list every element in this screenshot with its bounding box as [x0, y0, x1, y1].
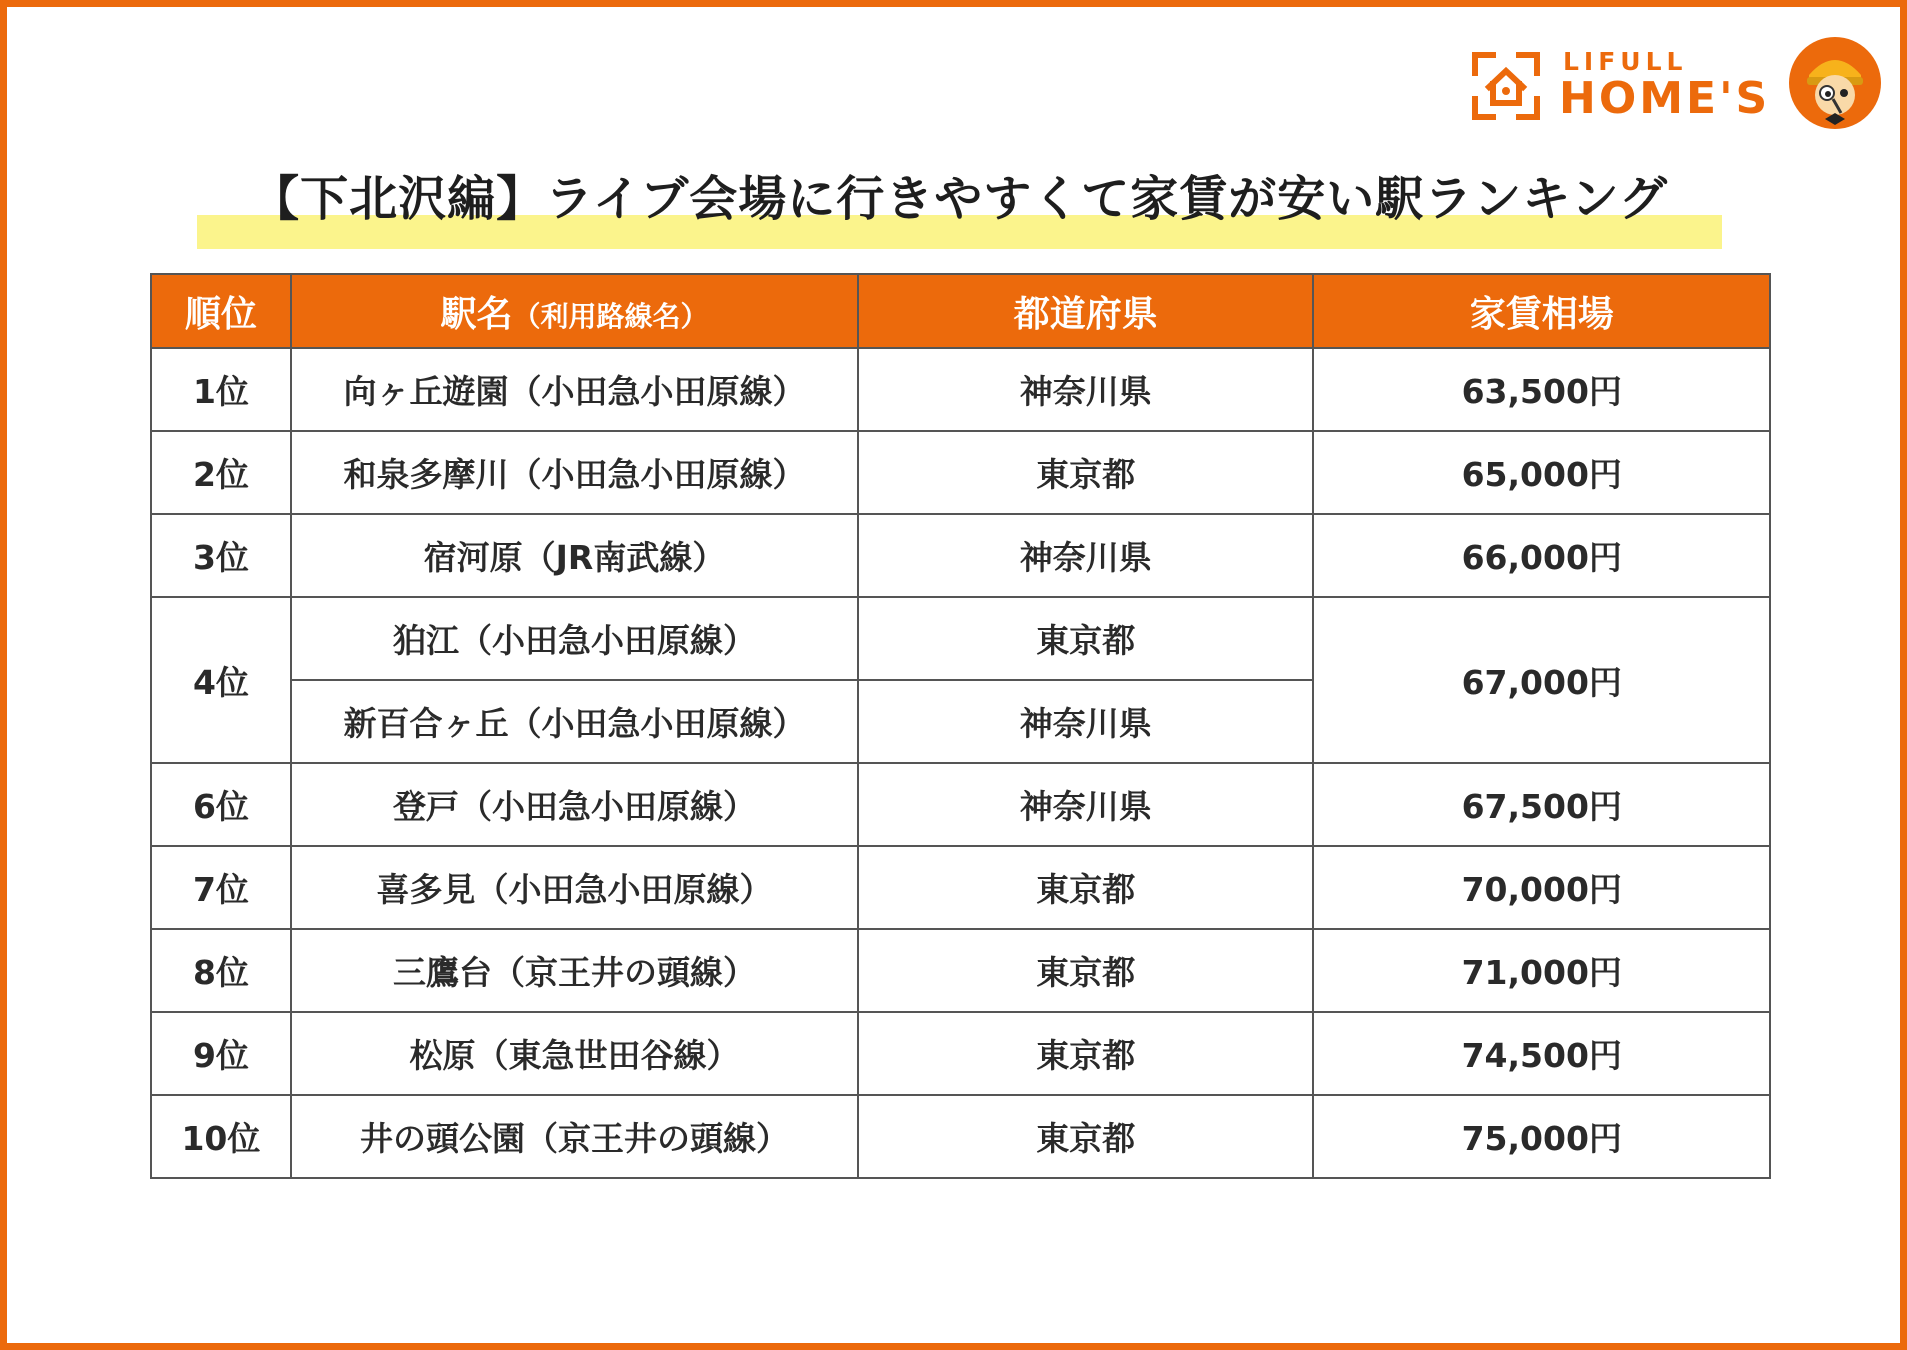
- station-cell: 登戸（小田急小田原線）: [291, 763, 858, 846]
- rent-cell: 74,500円: [1313, 1012, 1770, 1095]
- header-rank: 順位: [151, 274, 291, 348]
- prefecture-cell: 神奈川県: [858, 514, 1313, 597]
- prefecture-cell: 神奈川県: [858, 763, 1313, 846]
- logo-text-homes: HOME'S: [1559, 73, 1771, 124]
- header-station: [291, 274, 858, 348]
- rent-cell: 67,000円: [1313, 597, 1770, 763]
- station-cell: 三鷹台（京王井の頭線）: [291, 929, 858, 1012]
- ranking-table: [150, 273, 1771, 1179]
- title-area: [197, 165, 1722, 251]
- prefecture-cell: 神奈川県: [858, 348, 1313, 431]
- table-row: [151, 431, 1770, 514]
- rent-cell: 66,000円: [1313, 514, 1770, 597]
- logo-text-lifull: LIFULL: [1563, 47, 1688, 76]
- house-icon: [1471, 51, 1541, 121]
- header-rent: 家賃相場: [1313, 274, 1770, 348]
- table-row: [151, 348, 1770, 431]
- prefecture-cell: 東京都: [858, 597, 1313, 680]
- rank-cell: 9位: [151, 1012, 291, 1095]
- rank-cell: 6位: [151, 763, 291, 846]
- table-row: [151, 846, 1770, 929]
- rent-cell: 71,000円: [1313, 929, 1770, 1012]
- rent-cell: 65,000円: [1313, 431, 1770, 514]
- prefecture-cell: 東京都: [858, 431, 1313, 514]
- header-prefecture: 都道府県: [858, 274, 1313, 348]
- station-cell: 新百合ヶ丘（小田急小田原線）: [291, 680, 858, 763]
- header-station-main: 駅名: [440, 293, 513, 335]
- table-header-row: [151, 274, 1770, 348]
- header-station-sub: （利用路線名）: [512, 299, 709, 333]
- rank-cell: 1位: [151, 348, 291, 431]
- station-cell: 喜多見（小田急小田原線）: [291, 846, 858, 929]
- lifull-homes-logo: [1467, 43, 1887, 143]
- station-cell: 宿河原（JR南武線）: [291, 514, 858, 597]
- station-cell: 狛江（小田急小田原線）: [291, 597, 858, 680]
- station-cell: 井の頭公園（京王井の頭線）: [291, 1095, 858, 1178]
- rank-cell: 3位: [151, 514, 291, 597]
- rank-cell: 8位: [151, 929, 291, 1012]
- station-cell: 和泉多摩川（小田急小田原線）: [291, 431, 858, 514]
- station-cell: 向ヶ丘遊園（小田急小田原線）: [291, 348, 858, 431]
- table-row: [151, 514, 1770, 597]
- rent-cell: 63,500円: [1313, 348, 1770, 431]
- rank-cell: 2位: [151, 431, 291, 514]
- table-row: [151, 929, 1770, 1012]
- station-cell: 松原（東急世田谷線）: [291, 1012, 858, 1095]
- prefecture-cell: 東京都: [858, 1012, 1313, 1095]
- table-row: [151, 1012, 1770, 1095]
- mascot-icon: [1787, 35, 1883, 131]
- prefecture-cell: 神奈川県: [858, 680, 1313, 763]
- prefecture-cell: 東京都: [858, 846, 1313, 929]
- rent-cell: 70,000円: [1313, 846, 1770, 929]
- table-row: [151, 597, 1770, 680]
- prefecture-cell: 東京都: [858, 1095, 1313, 1178]
- rank-cell: 4位: [151, 597, 291, 763]
- rank-cell: 10位: [151, 1095, 291, 1178]
- rent-cell: 67,500円: [1313, 763, 1770, 846]
- prefecture-cell: 東京都: [858, 929, 1313, 1012]
- table-row: [151, 763, 1770, 846]
- rent-cell: 75,000円: [1313, 1095, 1770, 1178]
- page-title: 【下北沢編】ライブ会場に行きやすくて家賃が安い駅ランキング: [251, 171, 1668, 227]
- rank-cell: 7位: [151, 846, 291, 929]
- table-row: [151, 1095, 1770, 1178]
